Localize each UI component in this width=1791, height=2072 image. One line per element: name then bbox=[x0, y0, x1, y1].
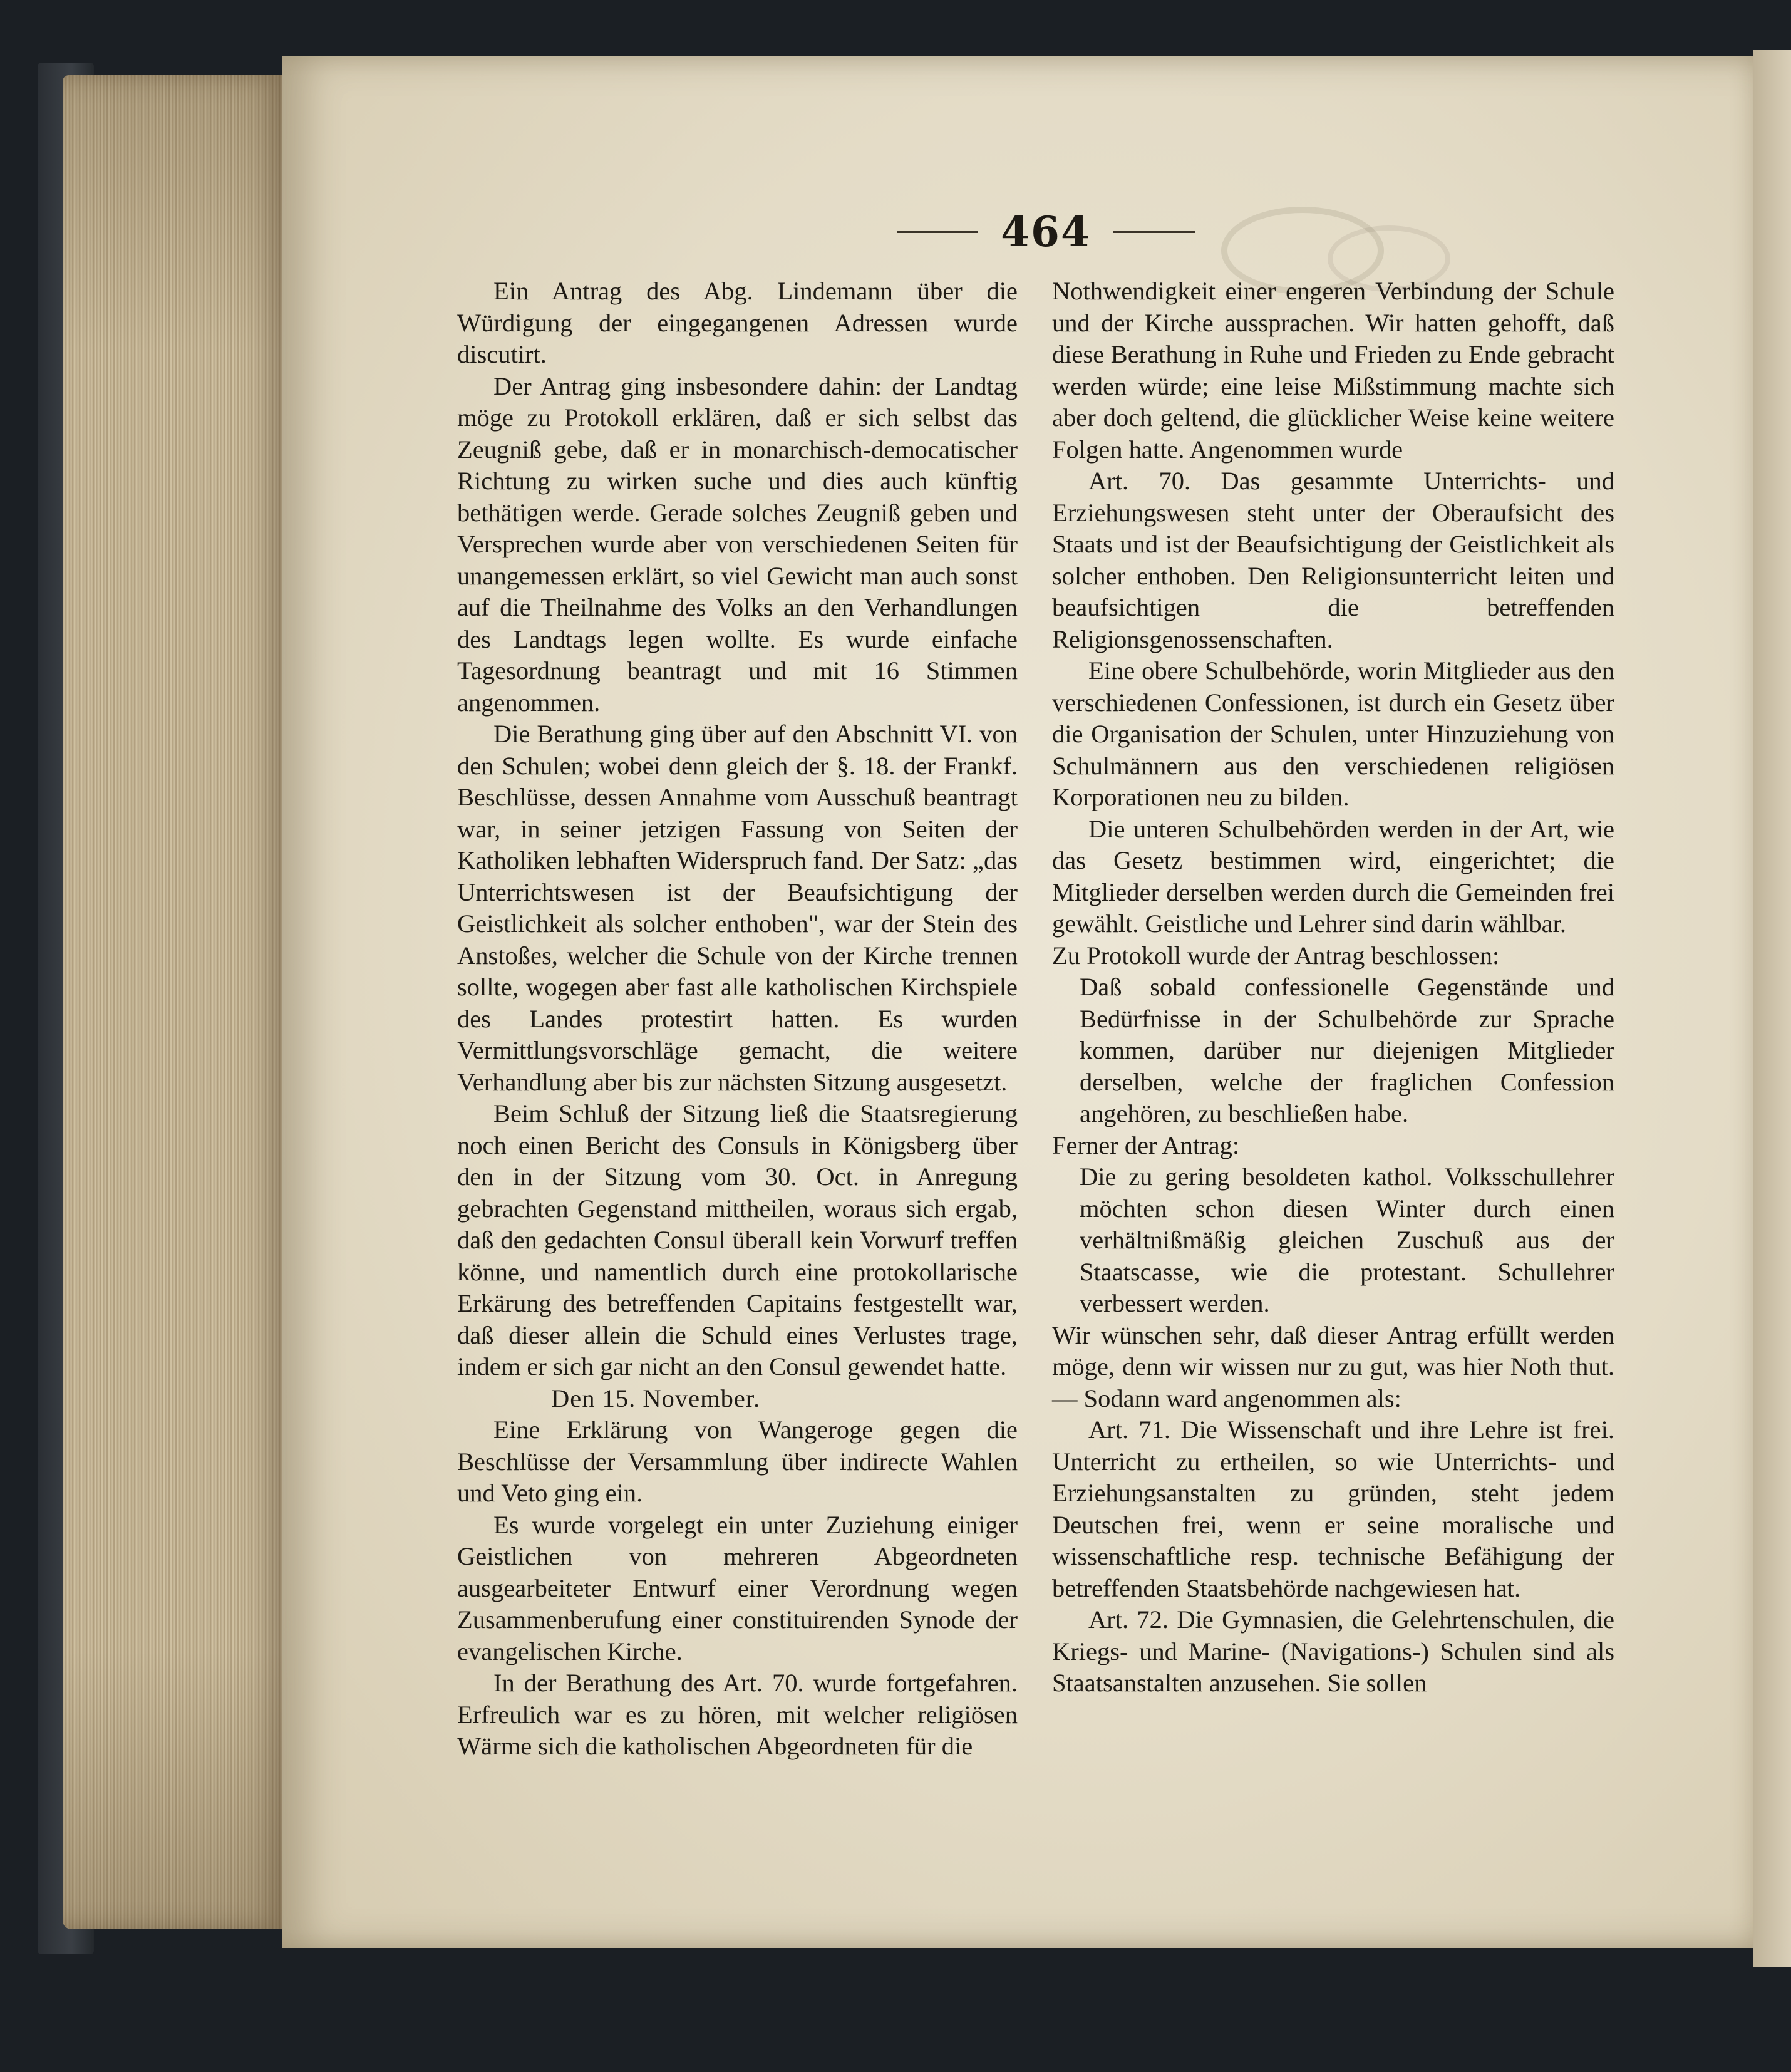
article-paragraph: Art. 71. Die Wissenschaft und ihre Lehre ist frei. Unterricht zu ertheilen, so wie Unterrichts- und Erziehungsanstalten zu gründen, steht jedem Deutschen frei, wenn er seine moralische und wissenschaftliche resp. technische Befähigung der betreffenden Staatsbehörde nachgewiesen hat. bbox=[1052, 1416, 1614, 1602]
paragraph: Eine Erklärung von Wangeroge gegen die Beschlüsse der Versammlung über indirecte Wahlen und Veto ging ein. bbox=[457, 1416, 1018, 1507]
page-edges-stack bbox=[63, 75, 288, 1929]
article-paragraph: Art. 72. Die Gymnasien, die Gelehrtenschulen, die Kriegs- und Marine- (Navigations-) Schulen sind als Staatsanstalten anzusehen. Sie sollen bbox=[1052, 1605, 1614, 1697]
paragraph: Nothwendigkeit einer engeren Verbindung der Schule und der Kirche aussprachen. Wir hatten gehofft, daß diese Berathung in Ruhe und Frieden zu Ende gebracht werden würde; eine leise Mißstimmung machte sich aber doch geltend, die glücklicher Weise keine weitere Folgen hatte. Angenommen wurde bbox=[1052, 277, 1614, 464]
paragraph: Beim Schluß der Sitzung ließ die Staatsregierung noch einen Bericht des Consuls in Königsberg über den in der Sitzung vom 30. Oct. in Anregung gebrachten Gegenstand mittheilen, woraus sich ergab, daß den gedachten Consul überall kein Vorwurf treffen könne, und namentlich durch eine protokollarische Erkärung des betreffenden Capitains festgestellt war, daß dieser allein die Schuld eines Verlustes trage, indem er sich gar nicht an den Consul gewendet hatte. bbox=[457, 1099, 1018, 1380]
header-rule-right bbox=[1113, 231, 1195, 233]
paragraph: Eine obere Schulbehörde, worin Mitglieder aus den verschiedenen Confessionen, ist durch ein Gesetz über die Organisation der Schulen, unter Hinzuziehung von Schulmännern aus den verschiedenen religiösen Korporationen neu zu bilden. bbox=[1052, 656, 1614, 811]
paragraph: In der Berathung des Art. 70. wurde fortgefahren. Erfreulich war es zu hören, mit welcher religiösen Wärme sich die katholischen Abgeordneten für die bbox=[457, 1669, 1018, 1760]
right-column bbox=[1052, 276, 1614, 1699]
paragraph: Zu Protokoll wurde der Antrag beschlossen: bbox=[1052, 941, 1500, 970]
next-page-edge bbox=[1753, 50, 1791, 1967]
header-rule-left bbox=[897, 231, 978, 233]
paragraph: Es wurde vorgelegt ein unter Zuziehung einiger Geistlichen von mehreren Abgeordneten ausgearbeiteter Entwurf einer Verordnung wegen Zusammenberufung einer constituirenden Synode der evangelischen Kirche. bbox=[457, 1510, 1018, 1665]
paragraph: Wir wünschen sehr, daß dieser Antrag erfüllt werden möge, denn wir wissen nur zu gut, was hier Noth thut. — Sodann ward angenommen als: bbox=[1052, 1320, 1614, 1412]
date-heading: Den 15. November. bbox=[551, 1384, 761, 1412]
motion-text: Daß sobald confessionelle Gegenstände und Bedürfnisse in der Schulbehörde zur Sprache kommen, darüber nur diejenigen Mitglieder derselben, welche der fraglichen Confession angehören, zu beschließen habe. bbox=[1080, 973, 1614, 1127]
article-paragraph: Art. 70. Das gesammte Unterrichts- und Erziehungswesen steht unter der Oberaufsicht des Staats und ist der Beaufsichtigung der Geistlichkeit als solcher enthoben. Den Religionsunterricht leiten und beaufsichtigen die betreffenden Religionsgenossenschaften. bbox=[1052, 467, 1614, 653]
paragraph: Der Antrag ging insbesondere dahin: der Landtag möge zu Protokoll erklären, daß er sich selbst das Zeugniß gebe, daß er in monarchisch-democatischer Richtung zu wirken suche und dies auch künftig bethätigen werde. Gerade solches Zeugniß geben und Versprechen wurde aber von verschiedenen Seiten für unangemessen erklärt, so viel Gewicht man auch sonst auf die Theilnahme des Volks an den Verhandlungen des Landtags legen wollte. Es wurde einfache Tagesordnung beantragt und mit 16 Stimmen angenommen. bbox=[457, 371, 1018, 717]
page-number: 464 bbox=[1001, 207, 1091, 256]
paragraph: Ferner der Antrag: bbox=[1052, 1131, 1240, 1159]
paragraph: Die unteren Schulbehörden werden in der Art, wie das Gesetz bestimmen wird, eingerichtet; die Mitglieder derselben werden durch die Gemeinden frei gewählt. Geistliche und Lehrer sind darin wählbar. bbox=[1052, 814, 1614, 938]
paragraph: Ein Antrag des Abg. Lindemann über die Würdigung der eingegangenen Adressen wurde discutirt. bbox=[457, 277, 1018, 368]
paragraph: Die Berathung ging über auf den Abschnitt VI. von den Schulen; wobei denn gleich der §. 18. der Frankf. Beschlüsse, dessen Annahme vom Ausschuß beantragt war, in seiner jetzigen Fassung von Seiten der Katholiken lebhaften Widerspruch fand. Der Satz: „das Unterrichtswesen ist der Beaufsichtigung der Geistlichkeit als solcher enthoben", war der Stein des Anstoßes, welcher die Schule von der Kirche trennen sollte, wogegen aber fast alle katholischen Kirchspiele des Landes protestirt hatten. Es wurden Vermittlungsvorschläge gemacht, die weitere Verhandlung aber bis zur nächsten Sitzung ausgesetzt. bbox=[457, 720, 1018, 1096]
left-column bbox=[457, 276, 1018, 1763]
motion-text: Die zu gering besoldeten kathol. Volksschullehrer möchten schon diesen Winter durch einen verhältnißmäßig gleichen Zuschuß aus der Staatscasse, wie die protestant. Schullehrer verbessert werden. bbox=[1080, 1163, 1614, 1317]
page-header bbox=[870, 207, 1221, 257]
